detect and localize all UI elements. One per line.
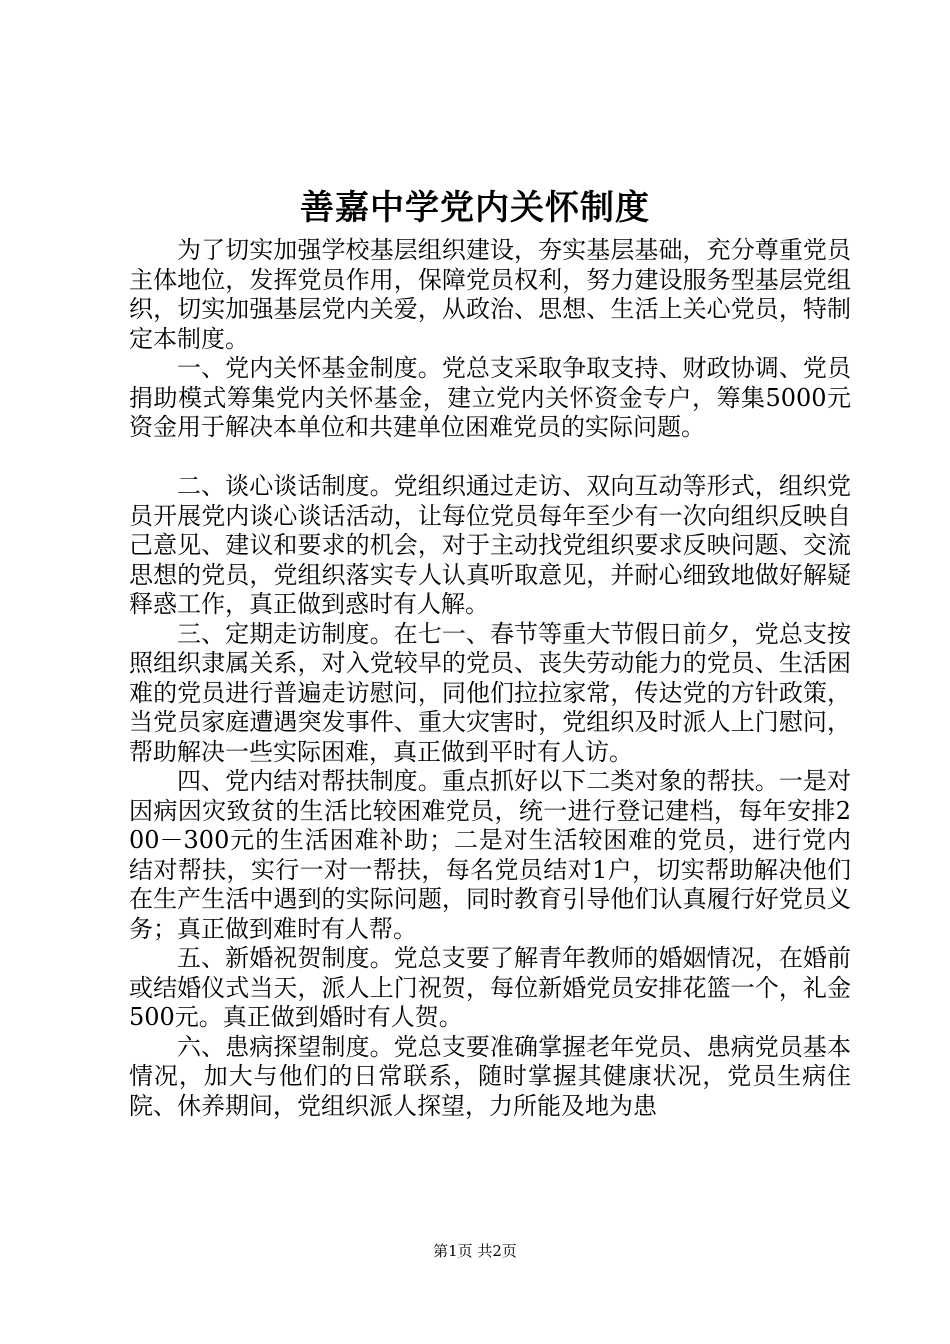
paragraph-talk-system: 二、谈心谈话制度。党组织通过走访、双向互动等形式，组织党员开展党内谈心谈话活动，让每位党员每年至少有一次向组织反映自己意见、建议和要求的机会，对于主动找党组织要求反映问题、交流思想的党员，党组织落实专人认真听取意见，并耐心细致地做好解疑释惑工作，真正做到惑时有人解。 bbox=[129, 472, 851, 618]
paragraph-fund-system: 一、党内关怀基金制度。党总支采取争取支持、财政协调、党员捐助模式筹集党内关怀基金，建立党内关怀资金专户，筹集5000元资金用于解决本单位和共建单位困难党员的实际问题。 bbox=[129, 354, 851, 441]
paragraph-visit-system: 三、定期走访制度。在七一、春节等重大节假日前夕，党总支按照组织隶属关系，对入党较早的党员、丧失劳动能力的党员、生活困难的党员进行普遍走访慰问，同他们拉拉家常，传达党的方针政策，当党员家庭遭遇突发事件、重大灾害时，党组织及时派人上门慰问，帮助解决一些实际困难，真正做到平时有人访。 bbox=[129, 619, 851, 766]
paragraph-intro: 为了切实加强学校基层组织建设，夯实基层基础，充分尊重党员主体地位，发挥党员作用，保障党员权利，努力建设服务型基层党组织，切实加强基层党内关爱，从政治、思想、生活上关心党员，特制定本制度。 bbox=[129, 236, 851, 353]
paragraph-wedding-system: 五、新婚祝贺制度。党总支要了解青年教师的婚姻情况，在婚前或结婚仪式当天，派人上门祝贺，每位新婚党员安排花篮一个，礼金500元。真正做到婚时有人贺。 bbox=[129, 944, 851, 1031]
paragraph-illness-system: 六、患病探望制度。党总支要准确掌握老年党员、患病党员基本情况，加大与他们的日常联系，随时掌握其健康状况，党员生病住院、休养期间，党组织派人探望，力所能及地为患 bbox=[129, 1032, 851, 1120]
page-footer: 第1页 共2页 bbox=[433, 1242, 517, 1260]
document-title: 善嘉中学党内关怀制度 bbox=[300, 188, 650, 228]
paragraph-assistance-system: 四、党内结对帮扶制度。重点抓好以下二类对象的帮扶。一是对因病因灾致贫的生活比较困难党员，统一进行登记建档，每年安排200－300元的生活困难补助；二是对生活较困难的党员，进行党内结对帮扶，实行一对一帮扶，每名党员结对1户，切实帮助解决他们在生产生活中遇到的实际问题，同时教育引导他们认真履行好党员义务；真正做到难时有人帮。 bbox=[129, 767, 851, 943]
document-body bbox=[129, 236, 851, 1121]
